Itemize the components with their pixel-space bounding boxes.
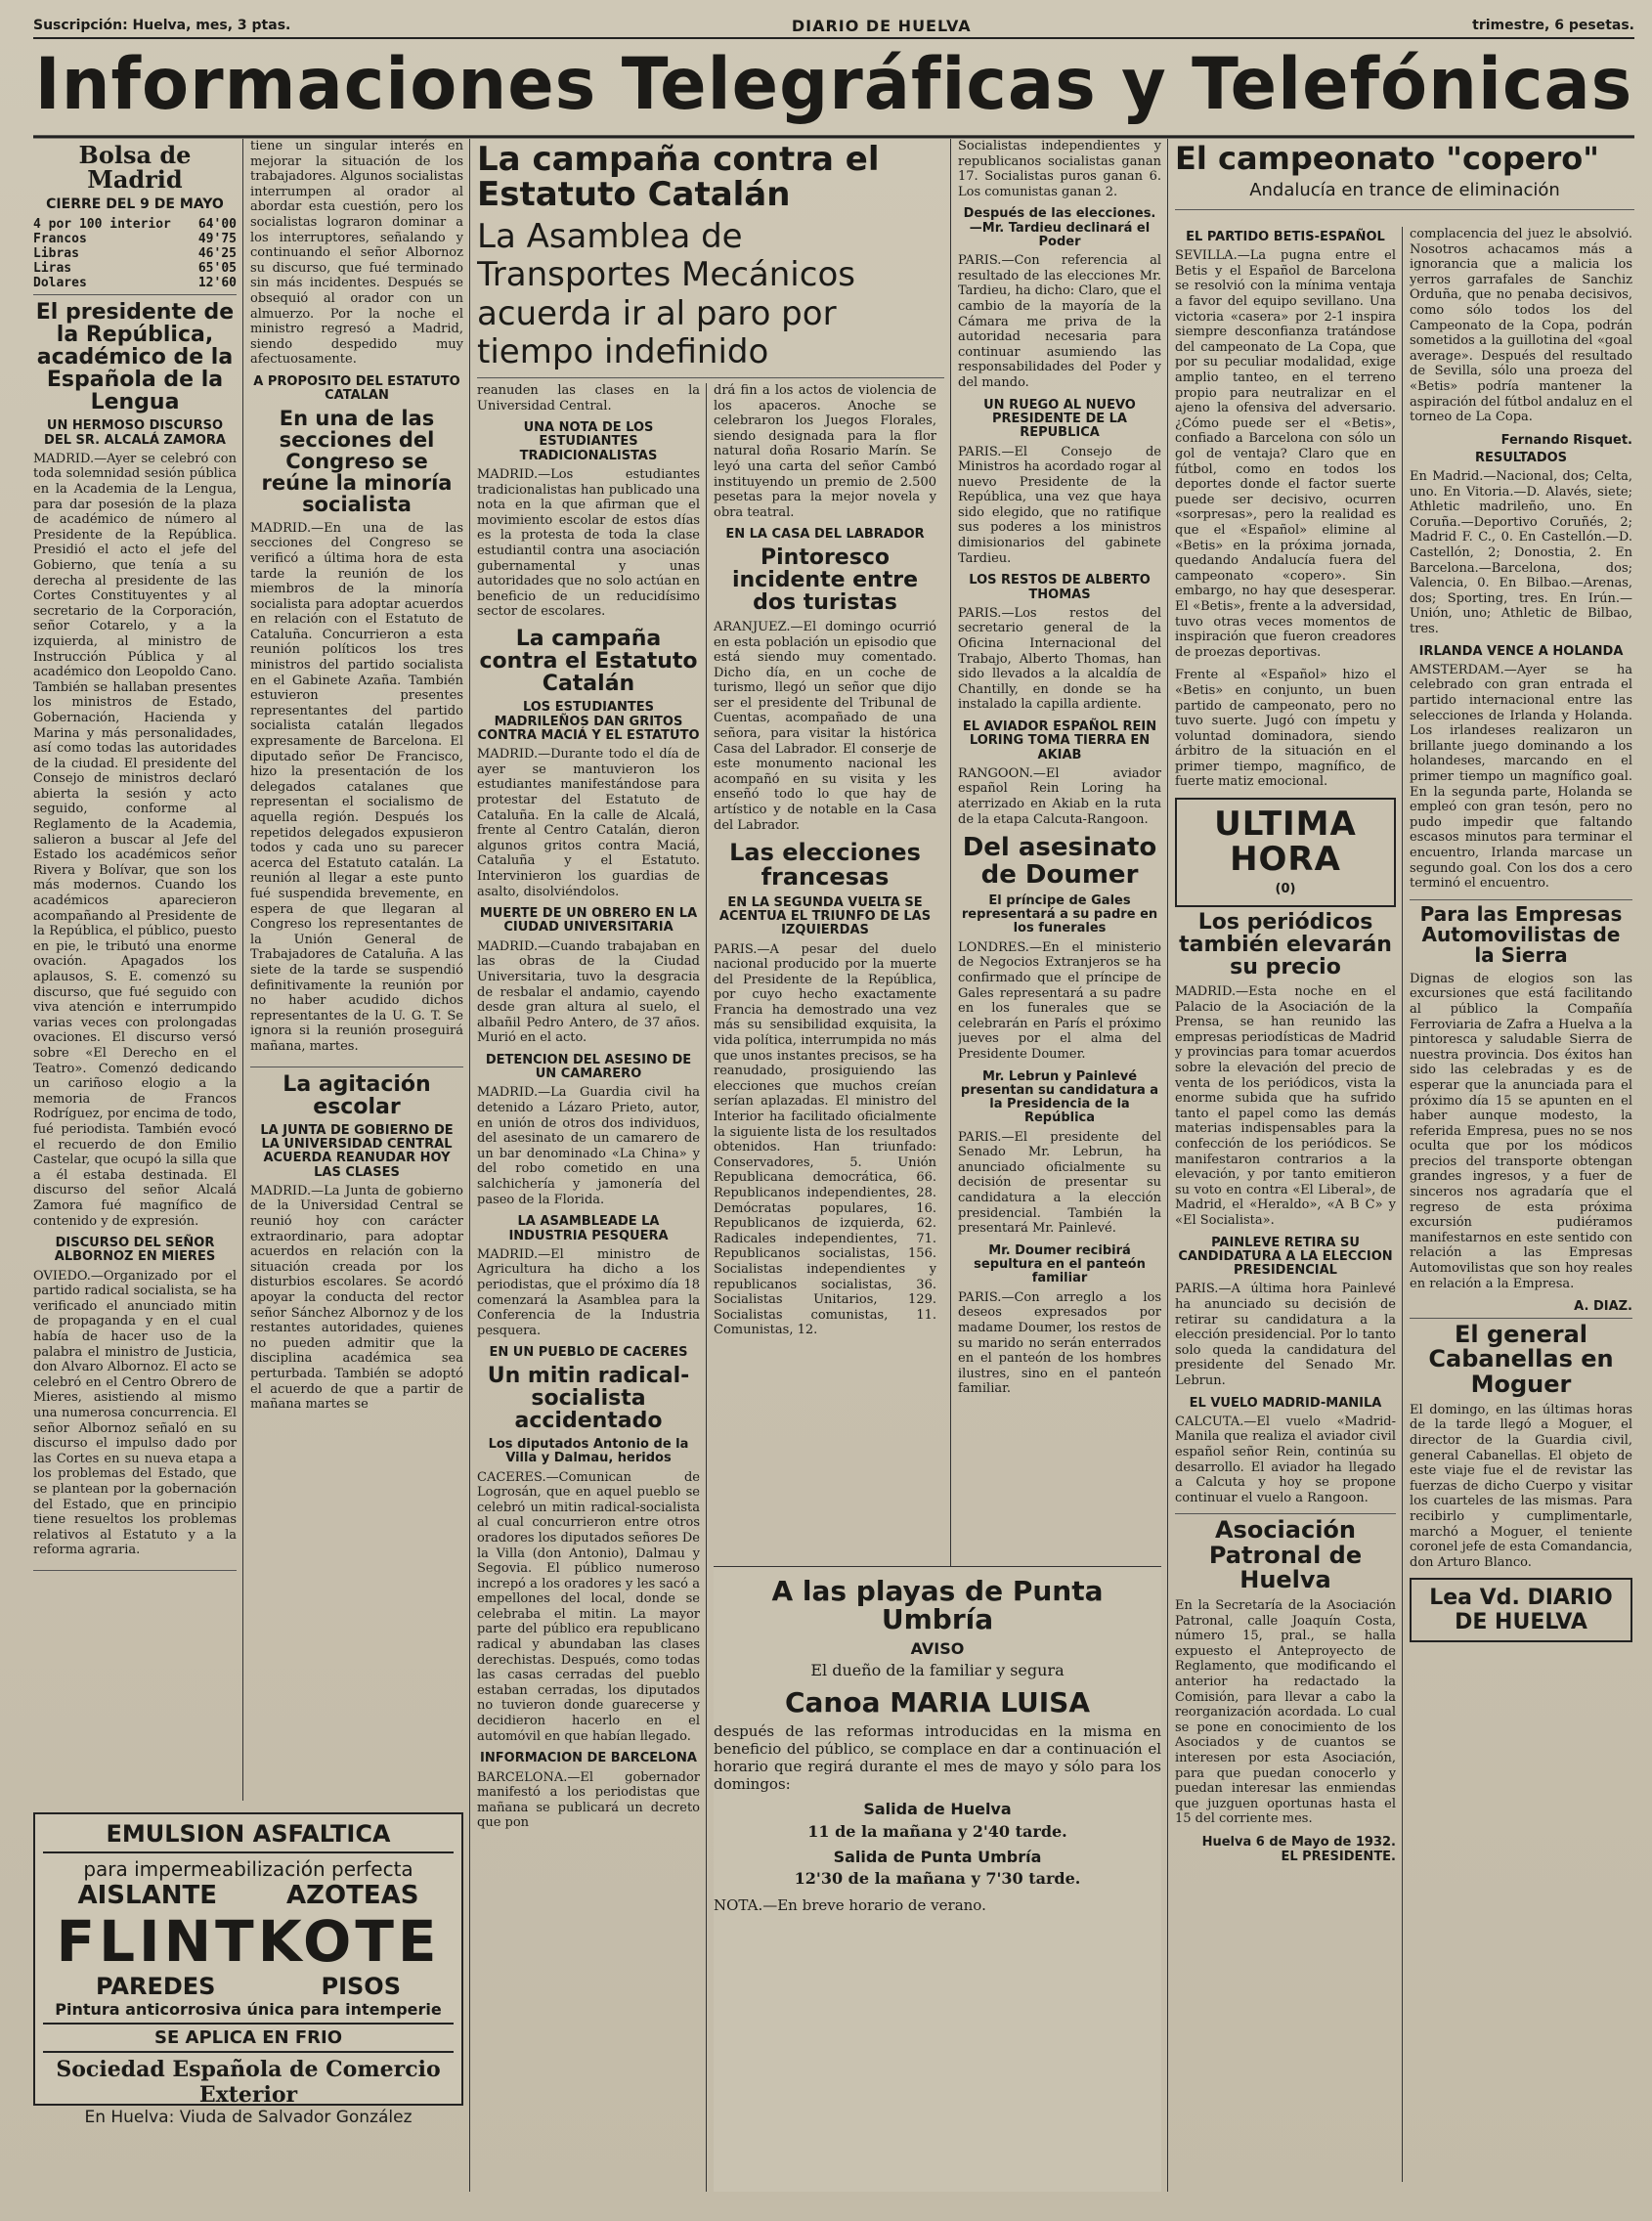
bolsa-label: Francos	[33, 231, 87, 246]
bolsa-label: Libras	[33, 245, 79, 261]
columns	[33, 139, 1634, 2221]
article-body: MADRID.—Cuando trabajaban en las obras de la Ciudad Universitaria, tuvo la desgracia de resbalar el andamio, cayendo desde gran altura al suelo, el albañil Pedro Antero, de 37 años. Murió en el acto.	[477, 938, 700, 1046]
subhead: EL PARTIDO BETIS-ESPAÑOL	[1186, 230, 1385, 244]
article-body: PARIS.—Con referencia al resultado de las elecciones Mr. Tardieu, ha dicho: Claro, que el cambio de la mayoría de la Cámara me priva de la autoridad necesaria para continuar asumiendo las responsabilidades del Poder y del mando.	[958, 253, 1161, 391]
article-body: MADRID.—El ministro de Agricultura ha dicho a los periodistas, que el próximo día 18 comenzará la Asamblea para la Conferencia de la Industria pesquera.	[477, 1246, 700, 1338]
ad-line: AISLANTE	[77, 1881, 217, 1910]
bolsa-row	[33, 217, 237, 232]
article-body: MADRID.—En una de las secciones del Congreso se verificó a última hora de esta tarde la reunión de los miembros de la minoría socialista para adoptar acuerdos en relación con el Estatuto de Cataluña. Concurrieron a esta reunión políticos los tres ministros del partido socialista en el Gabinete Azaña. También estuvieron presentes representantes del partido socialista catalán llegados expresamente de Barcelona. El diputado señor De Francisco, hizo la presentación de los delegados catalanes que representan el socialismo de aquella región. Después los repetidos delegados expusieron todos y cada uno su parecer acerca del Estatuto catalán. La reunión al llegar a este punto fué suspendida brevemente, en espera de que llegaran al Congreso los representantes de la Unión General de Trabajadores de Cataluña. A las siete de la tarde se suspendió definitivamente la reunión por no haber acudido dichos representantes de la U. G. T. Se ignora si la reunión proseguirá mañana, martes.	[250, 520, 463, 1054]
bolsa-label: Dolares	[33, 275, 87, 290]
bolsa-row	[33, 246, 237, 261]
article-body: SEVILLA.—La pugna entre el Betis y el Español de Barcelona se resolvió con la mínima ventaja a favor del equipo sevillano. Una victoria «casera» por 2-1 inspira siempre desconfianza tratándose del campeonato de La Copa, que por su peculiar modalidad, exige amplio tanteo, en el terreno propio para neutralizar en el ajeno la ofensiva del adversario. ¿Cómo puede ser el «Betis», confiado a Barcelona con sólo un gol de ventaja? Claro que en fútbol, como en todos los deportes donde el factor suerte puede ser decisivo, ocurren «sorpresas», pero la realidad es que el «Español» elimine al «Betis» en la próxima jornada, quedando Andalucía fuera del campeonato «copero». Sin embargo, no hay que desesperar. El «Betis», frente a la adversidad, tuvo otras veces momentos de inspiración que fueron creadores de proezas deportivas.	[1175, 248, 1396, 660]
ad-line: Pintura anticorrosiva única para intemperie	[43, 2000, 454, 2025]
subscription-right: trimestre, 6 pesetas.	[1472, 18, 1634, 33]
ad-line: SE APLICA EN FRIO	[43, 2025, 454, 2053]
headline: Del asesinato de Doumer	[962, 833, 1157, 890]
subhead: EN LA SEGUNDA VUELTA SE ACENTUA EL TRIUNFO DE LAS IZQUIERDAS	[718, 894, 932, 938]
headline: Pintoresco incidente entre dos turistas	[731, 544, 919, 615]
column-rule	[469, 139, 470, 2192]
subhead: Mr. Lebrun y Painlevé presentan su candidatura a la Presidencia de la República	[960, 1068, 1159, 1126]
column-rule	[1167, 139, 1168, 2192]
headline: La campaña contra el Estatuto Catalán	[479, 627, 698, 697]
article-minoria-socialista	[250, 375, 463, 1067]
subscription-left: Suscripción: Huelva, mes, 3 ptas.	[33, 18, 291, 33]
article-body: Socialistas independientes y republicanos socialistas ganan 17. Socialistas puros ganan 6. Los comunistas ganan 2.	[958, 139, 1161, 199]
bolsa-row	[33, 261, 237, 276]
article-body: MADRID.—Los estudiantes tradicionalistas han publicado una nota en la que afirman que el movimiento escolar de estos días es la protesta de toda la clase estudiantil contra una asociación gubernamental y unas autoridades que no solo actúan en beneficio de un reducidísimo sector de escolares.	[477, 467, 700, 620]
ad-line: AZOTEAS	[286, 1881, 419, 1910]
headline: Asociación Patronal de Huelva	[1175, 1513, 1396, 1592]
bolsa-value: 65'05	[197, 260, 237, 276]
column-5	[958, 139, 1161, 1556]
subhead: Los diputados Antonio de la Villa y Dalmau, heridos	[488, 1436, 689, 1466]
article-body: OVIEDO.—Organizado por el partido radical socialista, se ha verificado el anunciado mitin de propaganda y en el cual había de hacer uso de la palabra el ministro de Justicia, don Alvaro Albornoz. El acto se celebró en el Centro Obrero de Mieres, asistiendo al mismo una numerosa concurrencia. El señor Albornoz señaló en su discurso el impulso dado por las Cortes en su nueva etapa a los problemas del Estado, que se plantean por la gobernación del Estado, que en principio tiene resueltos los problemas relativos al Estatuto y a la reforma agraria.	[33, 1268, 237, 1558]
ad-body: 11 de la mañana y 2'40 tarde.	[807, 1821, 1067, 1841]
subhead: PAINLEVE RETIRA SU CANDIDATURA A LA ELECCION PRESIDENCIAL	[1178, 1235, 1393, 1279]
headline: En una de las secciones del Congreso se reúne la minoría socialista	[261, 406, 453, 516]
lead-headline: El campeonato "copero"	[1175, 140, 1599, 177]
lead-headline-block	[477, 140, 944, 378]
subhead: LOS RESTOS DE ALBERTO THOMAS	[969, 573, 1151, 602]
bolsa-label: Liras	[33, 260, 72, 276]
bolsa-value: 64'00	[197, 216, 237, 232]
ad-line: para impermeabilización perfecta	[83, 1857, 413, 1881]
article-body: MADRID.—La Guardia civil ha detenido a Lázaro Prieto, autor, en unión de otros dos individuos, del asesinato de un camarero de un bar denominado «La China» y del robo cometido en una salchichería y jamonería del paseo de la Florida.	[477, 1085, 700, 1207]
article-body: MADRID.—Durante todo el día de ayer se mantuvieron los estudiantes manifestándose para protestar del Estatuto de Cataluña. En la calle de Alcalá, frente al Centro Catalán, dieron algunos gritos contra Maciá, Cataluña y el Estatuto. Intervinieron los guardias de asalto, disolviéndolos.	[477, 747, 700, 899]
date-line: Huelva 6 de Mayo de 1932.	[1201, 1834, 1396, 1850]
bolsa-subtitle: CIERRE DEL 9 DE MAYO	[46, 196, 224, 213]
article-body: MADRID.—Esta noche en el Palacio de la Asociación de la Prensa, se han reunido las empresas periodísticas de Madrid y provincias para tomar acuerdos sobre la elevación del precio de venta de los periódicos, vista la enorme subida que ha sufrido tanto el papel como las demás materias indispensables para la confección de los periódicos. Se manifestaron contrarios a la elevación, y por tanto emitieron su voto en contra «El Liberal», de Madrid, el «Heraldo», «A B C» y «El Socialista».	[1175, 984, 1396, 1228]
article-body: En Madrid.—Nacional, dos; Celta, uno. En Vitoria.—D. Alavés, siete; Athletic madrileño, uno. En Coruña.—Deportivo Coruñés, 2; Madrid F. C., 0. En Castellón.—D. Castellón, 2; Donostia, 2. En Barcelona.—Barcelona, dos; Valencia, 0. En Bilbao.—Arenas, dos; Sporting, tres. En Irún.—Unión, uno; Athletic de Bilbao, tres.	[1410, 469, 1632, 636]
article-body: tiene un singular interés en mejorar la situación de los trabajadores. Algunos socialistas interrumpen al orador al abordar esta cuestión, pero los socialistas lograron dominar a los interruptores, señalando y continuando el señor Albornoz su discurso, que fué terminado sin más incidentes. Después se obsequió al orador con un almuerzo. Por la noche el ministro regresó a Madrid, siendo despedido muy afectuosamente.	[250, 139, 463, 368]
subhead: MUERTE DE UN OBRERO EN LA CIUDAD UNIVERSITARIA	[479, 906, 698, 936]
article-body: PARIS.—El presidente del Senado Mr. Lebrun, ha anunciado oficialmente su decisión de presentar su candidatura a la elección presidencial. También la presentará Mr. Painlevé.	[958, 1129, 1161, 1237]
subhead: UN RUEGO AL NUEVO PRESIDENTE DE LA REPUBLICA	[983, 397, 1136, 441]
article-body: CACERES.—Comunican de Logrosán, que en aquel pueblo se celebró un mitin radical-socialista al cual concurrieron entre otros oradores los diputados señores De la Villa (don Antonio), Dalmau y Segovia. El público numeroso increpó a los oradores y les sacó a empellones del local, donde se celebraba el mitin. La mayor parte del público era republicano radical y abundaban las clases derechistas. Después, como todas las casas cerradas del pueblo estaban cerradas, los diputados no tuvieron donde guarecerse y decidieron hacerlo en el automóvil en que habían llegado.	[477, 1469, 700, 1744]
column-6-7	[1175, 139, 1634, 2211]
ad-line: PAREDES	[96, 1973, 216, 2000]
subhead: IRLANDA VENCE A HOLANDA	[1418, 643, 1624, 659]
subhead: A PROPOSITO DEL ESTATUTO CATALAN	[253, 373, 460, 404]
article-body: PARIS.—Con arreglo a los deseos expresados por madame Doumer, los restos de su marido no serán enterrados en el panteón de los hombres ilustres, sino en el panteón familiar.	[958, 1289, 1161, 1397]
bolsa-label: 4 por 100 interior	[33, 216, 171, 232]
subhead: LA JUNTA DE GOBIERNO DE LA UNIVERSIDAD CENTRAL ACUERDA REANUDAR HOY LAS CLASES	[260, 1122, 454, 1180]
bolsa-row	[33, 232, 237, 246]
article-body: CALCUTA.—El vuelo «Madrid-Manila que realiza el aviador civil español señor Rein, continúa su desarrollo. El aviador ha llegado a Calcuta y hoy se propone continuar el vuelo a Rangoon.	[1175, 1414, 1396, 1505]
lead-headline: La campaña contra el Estatuto Catalán	[477, 140, 880, 214]
headline: Los periódicos también elevarán su precio	[1179, 909, 1392, 980]
article-body: El domingo, en las últimas horas de la tarde llegó a Moguer, el director de la Guardia civil, general Cabanellas. El objeto de este viaje fue el de revistar las fuerzas de dicho Cuerpo y visitar los cuarteles de las mismas. Para recibirlo y cumplimentarle, marchó a Moguer, el teniente coronel jefe de esta Comandancia, don Arturo Blanco.	[1410, 1402, 1632, 1570]
ad-body: después de las reformas introducidas en la misma en beneficio del público, se complace en dar a continuación el horario que regirá durante el mes de mayo y sólo para los domingos:	[714, 1721, 1161, 1793]
article-body: Dignas de elogios son las excursiones que está facilitando al público la Compañía Ferroviaria de Zafra a Huelva a la pintoresca y saludable Sierra de nuestra provincia. Dos éxitos han sido las celebradas y es de esperar que la anunciada para el próximo día 15 se apunten en el haber aunque modesto, la referida Empresa, pues no se nos oculta que por los módicos precios del transporte obtengan grandes ingresos, y a fuer de sinceros nos agradaría que el regreso de esta próxima excursión pudiéramos manifestarnos en este sentido con relación a las Empresas Automovilistas que son hoy reales en relación a la Empresa.	[1410, 971, 1632, 1291]
article-body: En la Secretaría de la Asociación Patronal, calle Joaquín Costa, número 15, pral., se halla expuesto el Anteproyecto de Reglamento, que modificando el anterior ha redactado la Comisión, para llevar a cabo la reorganización acordada. Lo cual se pone en conocimiento de los Asociados y de cuantos se interesen por esta Asociación, para que puedan conocerlo y puedan interesar las enmiendas que juzguen oportunas hasta el 15 del corriente mes.	[1175, 1598, 1396, 1827]
ad-row	[43, 1973, 454, 2000]
ad-body: 12'30 de la mañana y 7'30 tarde.	[794, 1869, 1081, 1889]
article-body: BARCELONA.—El gobernador manifestó a los periodistas que mañana se publicará un decreto que pon	[477, 1769, 700, 1831]
article-body: ARANJUEZ.—El domingo ocurrió en esta población un episodio que está siendo muy comentado. Dicho día, en un coche de turismo, llegó un señor que dijo ser el presidente del Tribunal de Cuentas, acompañado de una señora, para visitar la histórica Casa del Labrador. El conserje de este monumento nacional les acompañó en su visita y les enseñó todo lo que hay de artístico y de notable en la Casa del Labrador.	[714, 619, 936, 833]
article-body: MADRID.—La Junta de gobierno de la Universidad Central se reunió hoy con carácter extraordinario, para adoptar acuerdos en relación con la situación creada por los disturbios escolares. Se acordó apoyar la conducta del rector señor Sánchez Albornoz y de los restantes autoridades, quienes no pueden admitir que la disciplina académica sea perturbada. También se adoptó el acuerdo de que a partir de mañana martes se	[250, 1183, 463, 1413]
ad-line: Sociedad Española de Comercio Exterior	[56, 2057, 441, 2108]
subhead: UN HERMOSO DISCURSO DEL SR. ALCALÁ ZAMORA	[44, 418, 226, 448]
punta-umbria-ad	[714, 1566, 1161, 2192]
article-body: reanuden las clases en la Universidad Central.	[477, 383, 700, 414]
subhead: Después de las elecciones.—Mr. Tardieu declinará el Poder	[963, 206, 1156, 249]
subhead: El príncipe de Gales representará a su padre en los funerales	[961, 893, 1158, 936]
signature: A. DIAZ.	[1574, 1299, 1632, 1315]
ad-brand: FLINTKOTE	[56, 1908, 441, 1975]
subhead: DETENCION DEL ASESINO DE UN CAMARERO	[485, 1052, 692, 1082]
flintkote-ad	[33, 1812, 463, 2127]
ad-line: PISOS	[321, 1973, 401, 2000]
column-rule	[706, 383, 707, 2192]
headline: El general Cabanellas en Moguer	[1410, 1318, 1632, 1397]
headline: La agitación escolar	[283, 1071, 431, 1119]
ad-line: En Huelva: Viuda de Salvador González	[84, 2108, 413, 2127]
column-4	[714, 383, 936, 1346]
article-body: AMSTERDAM.—Ayer se ha celebrado con gran entrada el partido internacional entre las selecciones de Irlanda y Holanda. Los irlandeses realizaron un brillante juego dominando a los holandeses, marcando en el primer tiempo un magnífico goal. En la segunda parte, Holanda se empleó con gran tesón, pero no pudo impedir que faltando escasos minutos para terminar el encuentro, Irlanda marcase un segundo goal. Con los dos a cero terminó el encuentro.	[1410, 662, 1632, 892]
subhead: LOS ESTUDIANTES MADRILEÑOS DAN GRITOS CONTRA MACIÁ Y EL ESTATUTO	[477, 700, 700, 743]
article-agitacion-escolar	[250, 1073, 463, 1413]
lead-subheadline: La Asamblea de Transportes Mecánicos acuerda ir al paro por tiempo indefinido	[477, 217, 855, 371]
masthead: Informaciones Telegráficas y Telefónicas	[33, 37, 1634, 139]
lead-subheadline: Andalucía en trance de eliminación	[1249, 179, 1560, 200]
article-body: Frente al «Español» hizo el «Betis» en conjunto, un buen partido de campeonato, pero no tuvo suerte. Jugó con ímpetu y voluntad dominadora, siendo árbitro de la situación en el primer tiempo, magnífico, de fuerte matiz emocional.	[1175, 668, 1396, 790]
column-7	[1410, 227, 1632, 1642]
column-rule	[242, 139, 243, 1801]
subhead: EN LA CASA DEL LABRADOR	[725, 527, 925, 543]
copero-headline-block	[1175, 140, 1634, 210]
subhead: Mr. Doumer recibirá sepultura en el panteón familiar	[974, 1242, 1146, 1286]
ad-subhead: Salida de Punta Umbría	[833, 1847, 1042, 1866]
headline: Para las Empresas Automovilistas de la Sierra	[1410, 899, 1632, 966]
article-body: PARIS.—A última hora Painlevé ha anunciado su decisión de retirar su candidatura a la elección presidencial. Por lo tanto solo queda la candidatura del presidente del Senado Mr. Lebrun.	[1175, 1282, 1396, 1388]
bolsa-value: 12'60	[197, 275, 237, 290]
ad-row	[43, 1881, 454, 1910]
ad-line: EMULSION ASFALTICA	[43, 1820, 454, 1853]
article-body: drá fin a los actos de violencia de los apaceros. Anoche se celebraron los Juegos Florales, siendo designada para la flor natural doña Rosario Marín. Se leyó una carta del señor Cambó instituyendo un premio de 2.500 pesetas para la mejor novela y obra teatral.	[714, 383, 936, 520]
column-3	[477, 383, 700, 1839]
top-line	[33, 14, 1634, 39]
subhead: LA ASAMBLEADE LA INDUSTRIA PESQUERA	[508, 1214, 669, 1243]
article-body: RANGOON.—El aviador español Rein Loring ha aterrizado en Akiab en la ruta de la etapa Calcuta-Rangoon.	[958, 765, 1161, 827]
ad-subhead: AVISO	[910, 1638, 965, 1658]
subhead: DISCURSO DEL SEÑOR ALBORNOZ EN MIERES	[54, 1236, 216, 1265]
subhead: RESULTADOS	[1474, 450, 1568, 465]
subhead: EL VUELO MADRID-MANILA	[1189, 1395, 1382, 1411]
headline: ULTIMA HORA	[1214, 805, 1357, 879]
paper-name: DIARIO DE HUELVA	[791, 16, 972, 35]
article-presidente-academico	[33, 301, 237, 1571]
bolsa-value: 49'75	[197, 231, 237, 246]
ad-headline: A las playas de Punta Umbría	[771, 1575, 1104, 1636]
article-body: PARIS.—Los restos del secretario general de la Oficina Internacional del Trabajo, Alberto Thomas, han sido llevados a la alcaldía de Chantilly, en donde se ha instalado la capilla ardiente.	[958, 605, 1161, 713]
headline: El presidente de la República, académico de la Española de la Lengua	[35, 299, 235, 415]
signature: Fernando Risquet.	[1500, 432, 1632, 448]
subhead: EL AVIADOR ESPAÑOL REIN LORING TOMA TIERRA EN AKIAB	[962, 719, 1157, 762]
subhead: EN UN PUEBLO DE CACERES	[489, 1345, 688, 1361]
lea-diario-ad: Lea Vd. DIARIO DE HUELVA	[1410, 1578, 1632, 1642]
subhead: (0)	[1275, 882, 1296, 897]
bolsa-title: Bolsa de Madrid	[78, 141, 192, 195]
column-rule	[1402, 227, 1403, 2182]
headline: Las elecciones francesas	[729, 839, 921, 892]
bolsa-row	[33, 276, 237, 290]
column-6	[1175, 227, 1396, 1864]
article-body: PARIS.—A pesar del duelo nacional producido por la muerte del Presidente de la República, por cuyo hecho exactamente Francia ha demostrado una vez más su sensibilidad exquisita, la vida política, interrumpida no más que unos instantes precisos, se ha reanudado, prosiguiendo las elecciones que muchos creían serían aplazadas. El ministro del Interior ha facilitado oficialmente la siguiente lista de los resultados obtenidos. Han triunfado: Conservadores, 5. Unión Republicana democrática, 66. Republicanos independientes, 28. Demócratas populares, 16. Republicanos de izquierda, 62. Radicales independientes, 71. Republicanos socialistas, 156. Socialistas independientes y republicanos socialistas, 36. Socialistas Unitarios, 129. Socialistas comunistas, 11. Comunistas, 12.	[714, 941, 936, 1338]
article-body: PARIS.—El Consejo de Ministros ha acordado rogar al nuevo Presidente de la República, una vez que haya sido elegido, que no ratifique sus poderes a los ministros dimisionarios del gabinete Tardieu.	[958, 444, 1161, 566]
ultima-hora-box	[1175, 798, 1396, 907]
article-body: MADRID.—Ayer se celebró con toda solemnidad sesión pública en la Academia de la Lengua, para dar posesión de la plaza de académico de número al Presidente de la República. Presidió el acto el jefe del Gobierno, que tenía a su derecha al presidente de las Cortes Constituyentes y al secretario de la Corporación, señor Cotarelo, y a la izquierda, al ministro de Instrucción Pública y al académico don Leopoldo Cano. También se hallaban presentes los ministros de Estado, Gobernación, Hacienda y Marina y más personalidades, así como todas las autoridades de la ciudad. El presidente del Consejo de ministros declaró abierta la sesión y acto seguido, conforme al Reglamento de la Academia, salieron a buscar al Jefe del Estado los académicos señor Rivera y Bolívar, que son los más modernos. Cuando los académicos aparecieron acompañando al Presidente de la República, el público, puesto en pie, le tributó una enorme ovación. Apagados los aplausos, S. E. comenzó su discurso, que fué seguido con viva atención e interrumpido varias veces con prolongadas ovaciones. El discurso versó sobre «El Derecho en el Teatro». Comenzó dedicando un cariñoso elogio a la memoria de Francos Rodríguez, por encima de todo, fué periodista. También evocó el recuerdo de don Emilio Castelar, que ocupó la silla que a él estaba destinada. El discurso del señor Alcalá Zamora fué magnífico de contenido y de expresión.	[33, 451, 237, 1229]
article-body: complacencia del juez le absolvió. Nosotros achacamos más a ignorancia que a malicia los yerros garrafales de Sanchiz Orduña, que no penaba decisivos, como sólo todos los del Campeonato de la Copa, podrán sometidos a la guillotina del «goal average». Después del resultado de Sevilla, sólo una proeza del «Betis» podría mantener la aspiración del fútbol andaluz en el torneo de La Copa.	[1410, 227, 1632, 425]
ad-body: NOTA.—En breve horario de verano.	[714, 1895, 986, 1914]
subhead: UNA NOTA DE LOS ESTUDIANTES TRADICIONALISTAS	[519, 420, 658, 463]
signature: EL PRESIDENTE.	[1281, 1849, 1396, 1864]
subhead: INFORMACION DE BARCELONA	[480, 1751, 697, 1766]
bolsa-value: 46'25	[197, 245, 237, 261]
bolsa-article	[33, 143, 237, 295]
headline: Un mitin radical-socialista accidentado	[487, 1363, 690, 1433]
ad-brand: Canoa MARIA LUISA	[784, 1685, 1091, 1719]
ad-subhead: Salida de Huelva	[863, 1799, 1012, 1818]
bolsa-table	[33, 217, 237, 290]
column-2	[250, 139, 463, 1801]
ad-body: El dueño de la familiar y segura	[810, 1661, 1065, 1680]
article-body: LONDRES.—En el ministerio de Negocios Extranjeros se ha confirmado que el príncipe de Gales representará a su padre en los funerales que se celebrarán en París el próximo jueves por el alma del Presidente Doumer.	[958, 939, 1161, 1062]
